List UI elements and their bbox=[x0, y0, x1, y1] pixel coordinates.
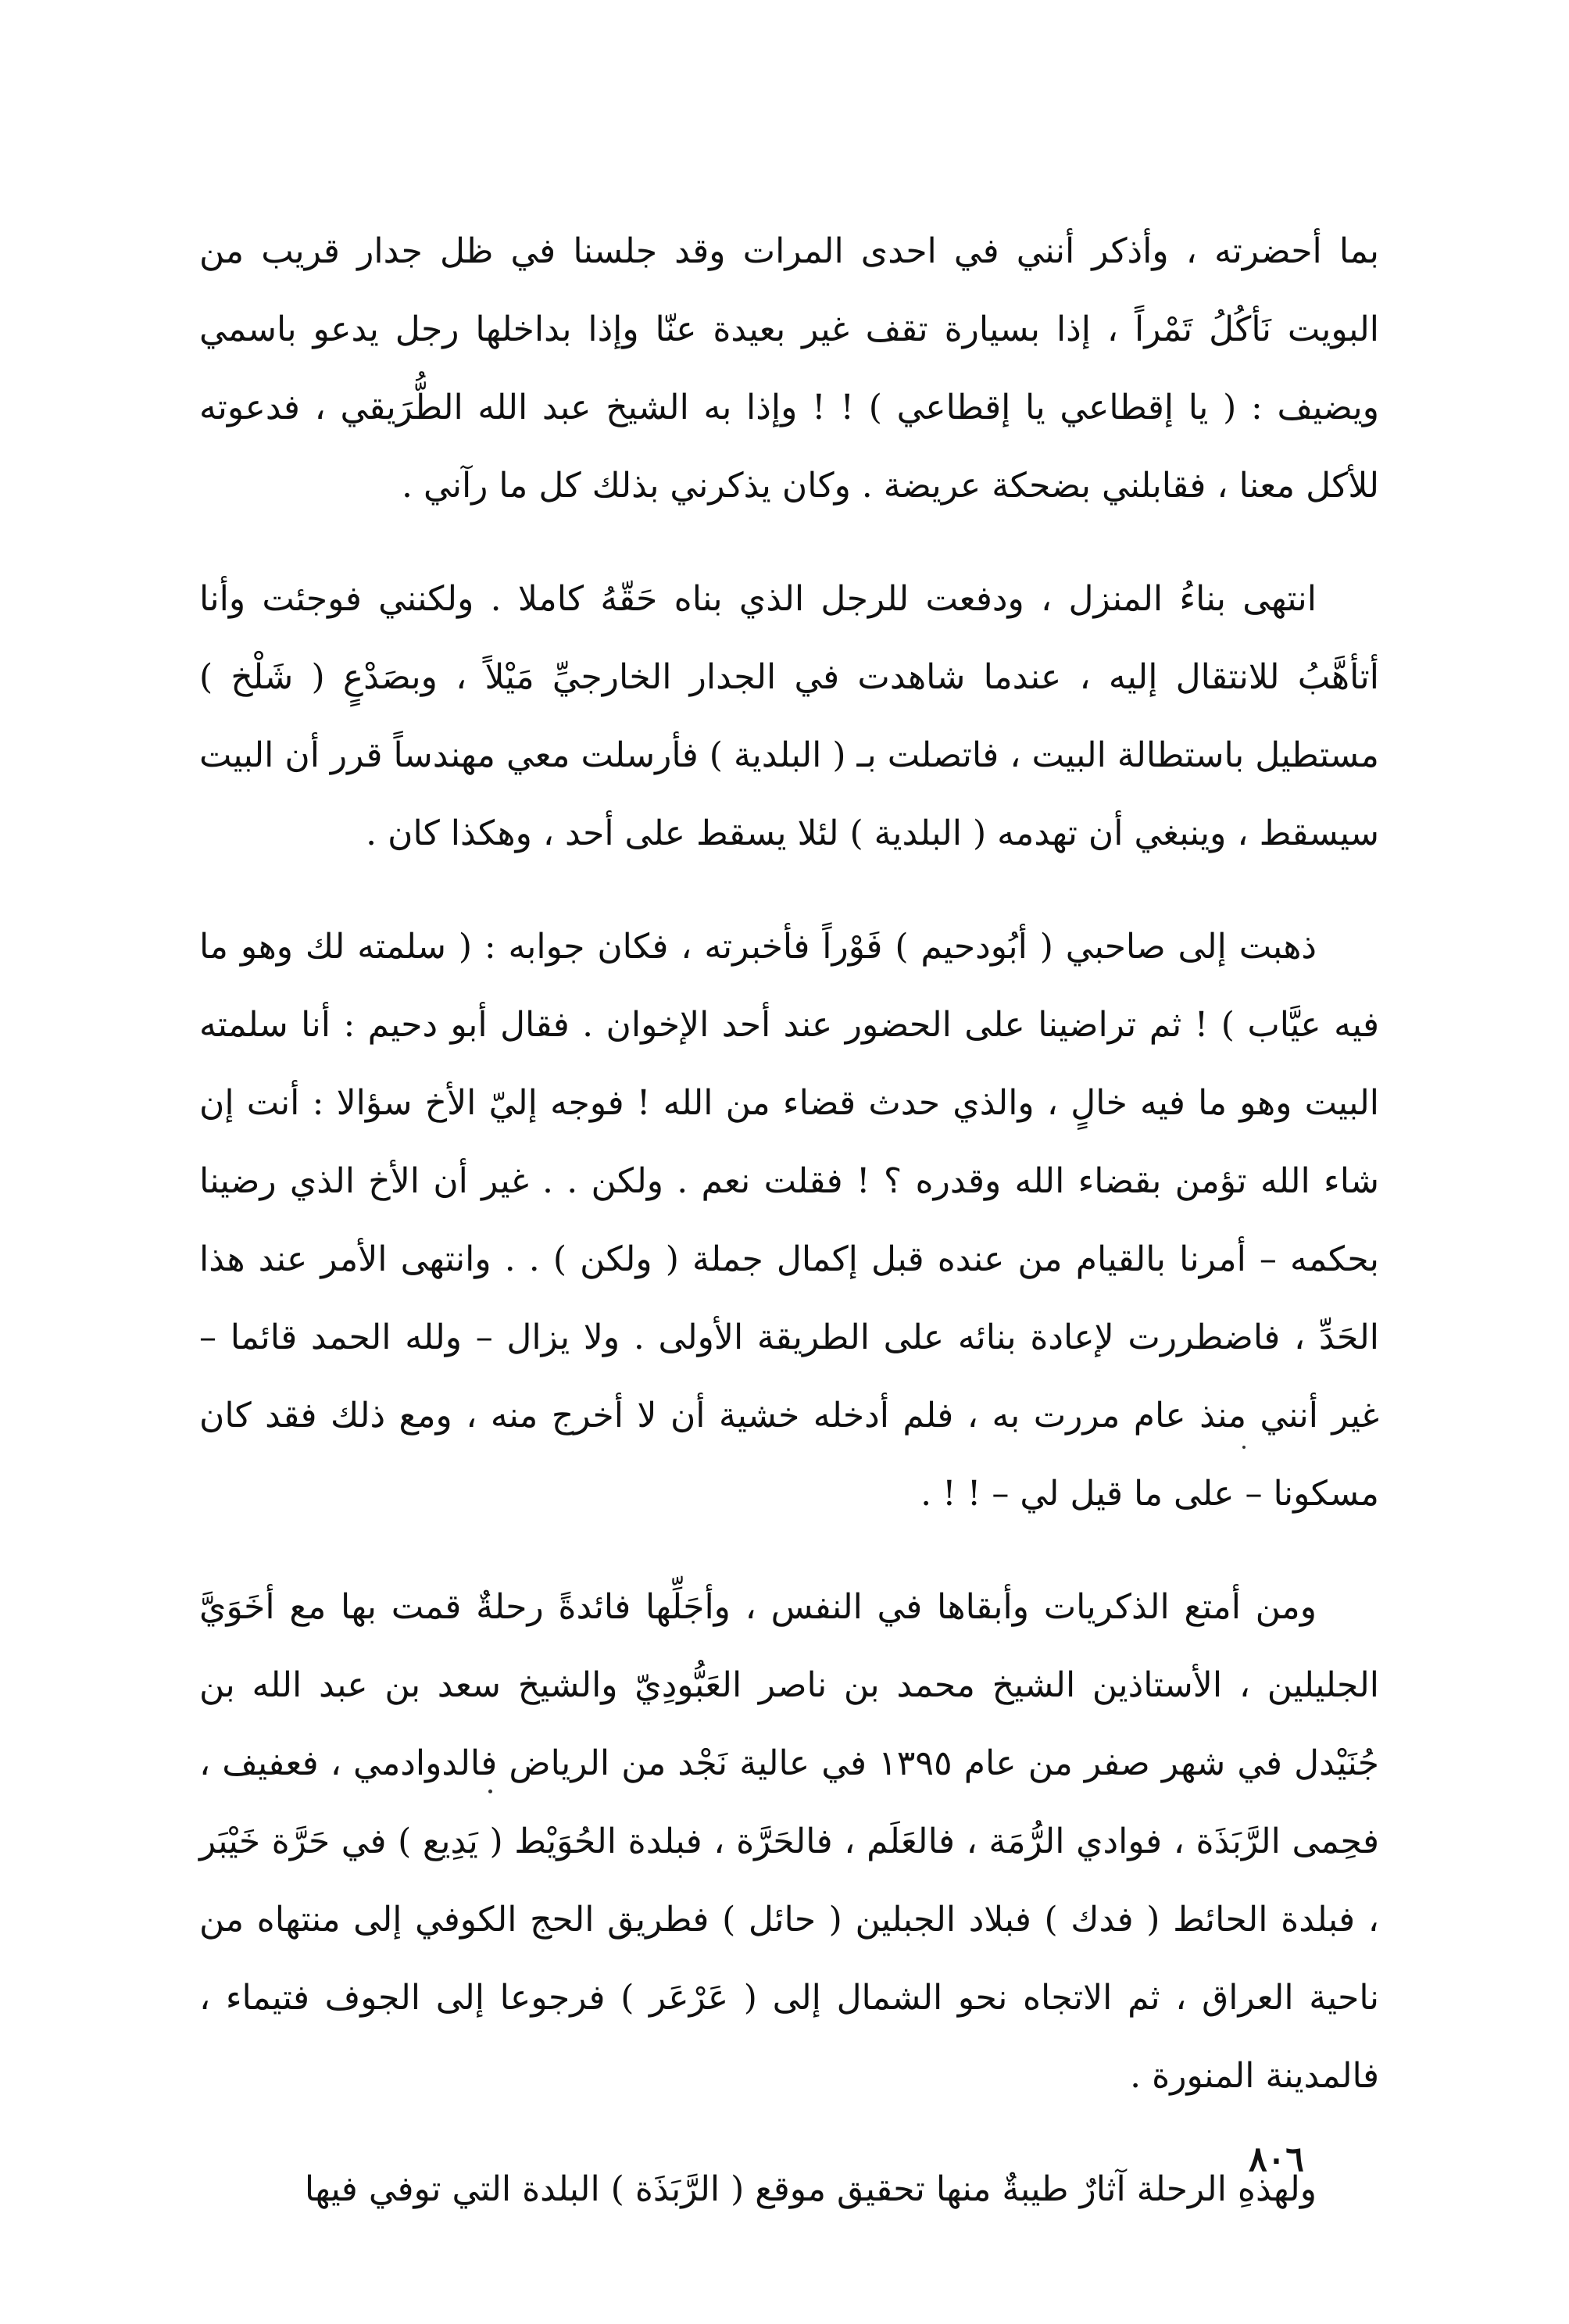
page-number: ٨٠٦ bbox=[1249, 2140, 1304, 2179]
paragraph-2: انتهى بناءُ المنزل ، ودفعت للرجل الذي بناه حَقّهُ كاملا . ولكنني فوجئت وأنا أتأهَّبُ للانتقال إليه ، عندما شاهدت في الجدار الخارجيِّ مَيْلاً ، وبصَدْعٍ ( شَلْخ ) مستطيل باستطالة البيت ، فاتصلت بـ ( البلدية ) فأرسلت معي مهندساً قرر أن البيت سيسقط ، وينبغي أن تهدمه ( البلدية ) لئلا يسقط على أحد ، وهكذا كان . bbox=[199, 579, 1379, 853]
paragraph-5: ولهذهِ الرحلة آثارٌ طيبةٌ منها تحقيق موقع ( الرَّبَذَة ) البلدة التي توفي فيها bbox=[304, 2169, 1317, 2209]
scan-speck bbox=[1242, 1446, 1246, 1449]
page-body bbox=[199, 213, 1379, 2229]
scan-speck bbox=[488, 1789, 492, 1793]
paragraph-1: بما أحضرته ، وأذكر أنني في احدى المرات وقد جلسنا في ظل جدار قريب من البويت نَأكُلُ تَمْراً ، إذا بسيارة تقف غير بعيدة عنّا وإذا بداخلها رجل يدعو باسمي ويضيف : ( يا إقطاعي يا إقطاعي ) ! ! وإذا به الشيخ عبد الله الطُّرَيقي ، فدعوته للأكل معنا ، فقابلني بضحكة عريضة . وكان يذكرني بذلك كل ما رآني . bbox=[199, 231, 1379, 506]
paragraph-3: ذهبت إلى صاحبي ( أبُودحيم ) فَوْراً فأخبرته ، فكان جوابه : ( سلمته لك وهو ما فيه عيَّاب ) ! ثم تراضينا على الحضور عند أحد الإخوان . فقال أبو دحيم : أنا سلمته البيت وهو ما فيه خالٍ ، والذي حدث قضاء من الله ! فوجه إليّ الأخ سؤالا : أنت إن شاء الله تؤمن بقضاء الله وقدره ؟ ! فقلت نعم . ولكن . . غير أن الأخ الذي رضينا بحكمه – أمرنا بالقيام من عنده قبل إكمال جملة ( ولكن ) . . وانتهى الأمر عند هذا الحَدِّ ، فاضطررت لإعادة بنائه على الطريقة الأولى . ولا يزال – ولله الحمد قائما – غير أنني منذ عام مررت به ، فلم أدخله خشية أن لا أخرج منه ، ومع ذلك فقد كان مسكونا – على ما قيل لي – ! ! . bbox=[199, 927, 1379, 1514]
paragraph-4: ومن أمتع الذكريات وأبقاها في النفس ، وأجَلِّها فائدةً رحلةٌ قمت بها مع أخَوَيَّ الجليلين ، الأستاذين الشيخ محمد بن ناصر العَبُّودِيّ والشيخ سعد بن عبد الله بن جُنَيْدل في شهر صفر من عام ١٣٩٥ في عالية نَجْد من الرياض فالدوادمي ، فعفيف ، فحِمى الرَّبَذَة ، فوادي الرُّمَة ، فالعَلَم ، فالحَرَّة ، فبلدة الحُوَيْط ( يَدِيع ) في حَرَّة خَيْبَر ، فبلدة الحائط ( فدك ) فبلاد الجبلين ( حائل ) فطريق الحج الكوفي إلى منتهاه من ناحية العراق ، ثم الاتجاه نحو الشمال إلى ( عَرْعَر ) فرجوعا إلى الجوف فتيماء ، فالمدينة المنورة . bbox=[199, 1587, 1380, 2096]
